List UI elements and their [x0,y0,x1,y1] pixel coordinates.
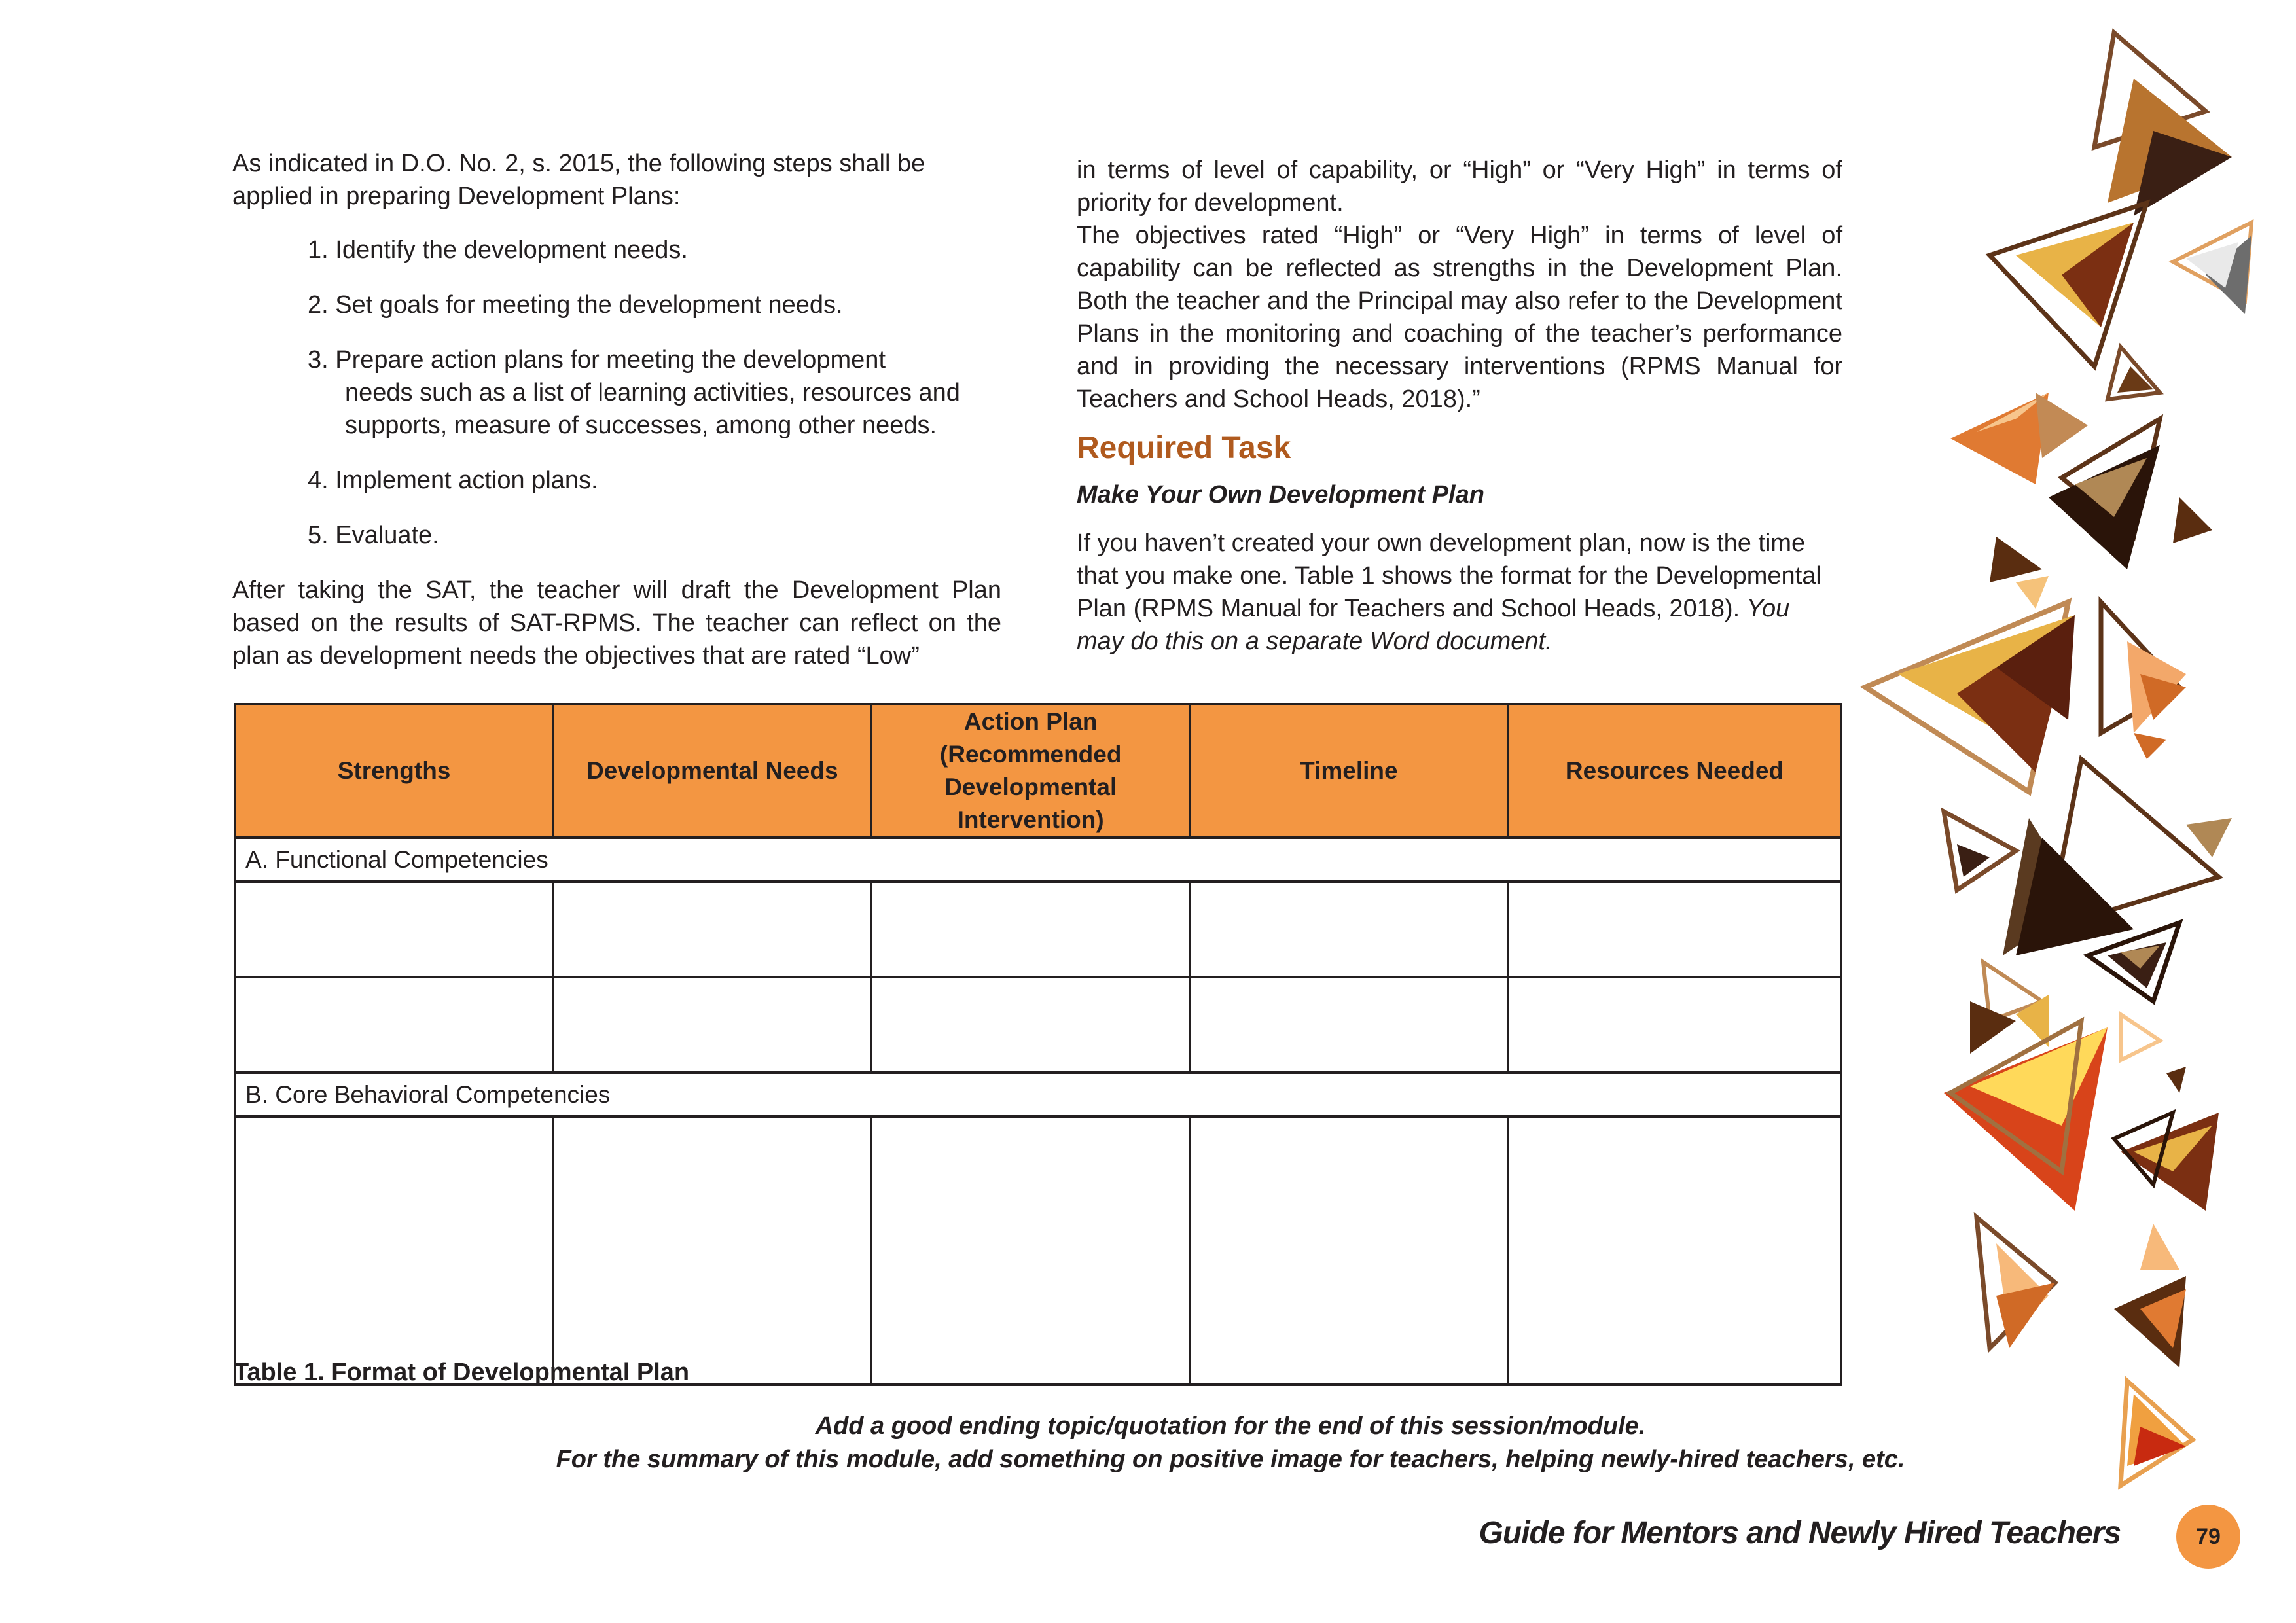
strengths-paragraph: The objectives rated “High” or “Very High” in terms of level of capability can be reflected as strengths in the Development Plan. Both the teacher and the Principal may also refer to the Development Plans in the monitoring and coaching of the teacher’s performance and in providing the necessary interventions (RPMS Manual for Teachers and School Heads, 2018).” [1077,222,1842,413]
section-core-behavioral-competencies: B. Core Behavioral Competencies [235,1073,1841,1116]
step-number: 1. [308,236,329,264]
table-row [235,977,1841,1073]
after-sat-paragraph: After taking the SAT, the teacher will draft the Development Plan based on the results of SAT-RPMS. The teacher can reflect on the plan as development needs the objectives that are rated “Low” [232,577,1001,669]
table-row [235,1116,1841,1385]
header-strengths: Strengths [235,704,553,838]
header-action-plan-line: Developmental Intervention) [944,774,1117,833]
step-number: 3. [308,346,329,374]
header-resources-needed: Resources Needed [1508,704,1841,838]
table-cell[interactable] [1190,977,1508,1073]
table-cell[interactable] [1508,977,1841,1073]
page-number-badge: 79 [2176,1505,2240,1569]
table-header-row [235,704,1841,838]
table-cell[interactable] [871,977,1189,1073]
task-text: If you haven’t created your own development plan, now is the time that you make one. Table 1 shows the format for the Developmental Plan (RPMS Manual for Teachers and School Heads, 2018). [1077,529,1821,622]
step-text-continued: needs such as a list of learning activities, resources and [345,379,960,406]
step-number: 4. [308,467,329,494]
steps-list [232,234,1001,552]
step-text: Prepare action plans for meeting the development [335,346,886,374]
step-text: Set goals for meeting the development needs. [335,291,843,319]
list-item [308,289,1001,321]
header-timeline: Timeline [1190,704,1508,838]
footer-title: Guide for Mentors and Newly Hired Teachers [1479,1516,2121,1550]
list-item [308,234,1001,266]
left-column [232,147,1001,672]
ending-line: For the summary of this module, add something on positive image for teachers, helping newly-hired teachers, etc. [556,1446,1905,1473]
right-column [1077,154,1842,658]
step-text: Implement action plans. [335,467,598,494]
decorative-triangles [1846,0,2296,1623]
table-cell[interactable] [553,1116,871,1385]
table-cell[interactable] [1508,882,1841,977]
step-text-continued: supports, measure of successes, among other needs. [345,412,937,439]
table-cell[interactable] [871,882,1189,977]
task-subheading: Make Your Own Development Plan [1077,481,1484,508]
table-cell[interactable] [1190,1116,1508,1385]
task-paragraph [1077,527,1842,658]
step-text: Identify the development needs. [335,236,688,264]
table-cell[interactable] [235,1116,553,1385]
table-cell[interactable] [553,977,871,1073]
ending-line: Add a good ending topic/quotation for the end of this session/module. [815,1412,1646,1440]
table-cell[interactable] [871,1116,1189,1385]
section-heading: Required Task [1077,431,1291,465]
table-caption: Table 1. Format of Developmental Plan [234,1359,690,1386]
table-cell[interactable] [235,977,553,1073]
task-italic-note: You may do this on a separate Word document. [1077,595,1790,655]
list-item [308,464,1001,497]
table-cell[interactable] [235,882,553,977]
step-text: Evaluate. [335,522,439,549]
ending-note [393,1410,2068,1476]
table-row [235,882,1841,977]
list-item [308,344,1001,442]
header-action-plan-line: (Recommended [939,741,1122,768]
header-action-plan-line: Action Plan [963,708,1098,735]
header-action-plan [871,704,1189,838]
table-cell[interactable] [553,882,871,977]
table-cell[interactable] [1190,882,1508,977]
development-plan-table [234,703,1842,1386]
step-number: 5. [308,522,329,549]
intro-paragraph: As indicated in D.O. No. 2, s. 2015, the following steps shall be applied in preparing Development Plans: [232,150,925,210]
table-cell[interactable] [1508,1116,1841,1385]
section-functional-competencies: A. Functional Competencies [235,838,1841,882]
header-developmental-needs: Developmental Needs [553,704,871,838]
list-item [308,519,1001,552]
continuation-paragraph: in terms of level of capability, or “High” or “Very High” in terms of priority for development. [1077,156,1842,217]
step-number: 2. [308,291,329,319]
